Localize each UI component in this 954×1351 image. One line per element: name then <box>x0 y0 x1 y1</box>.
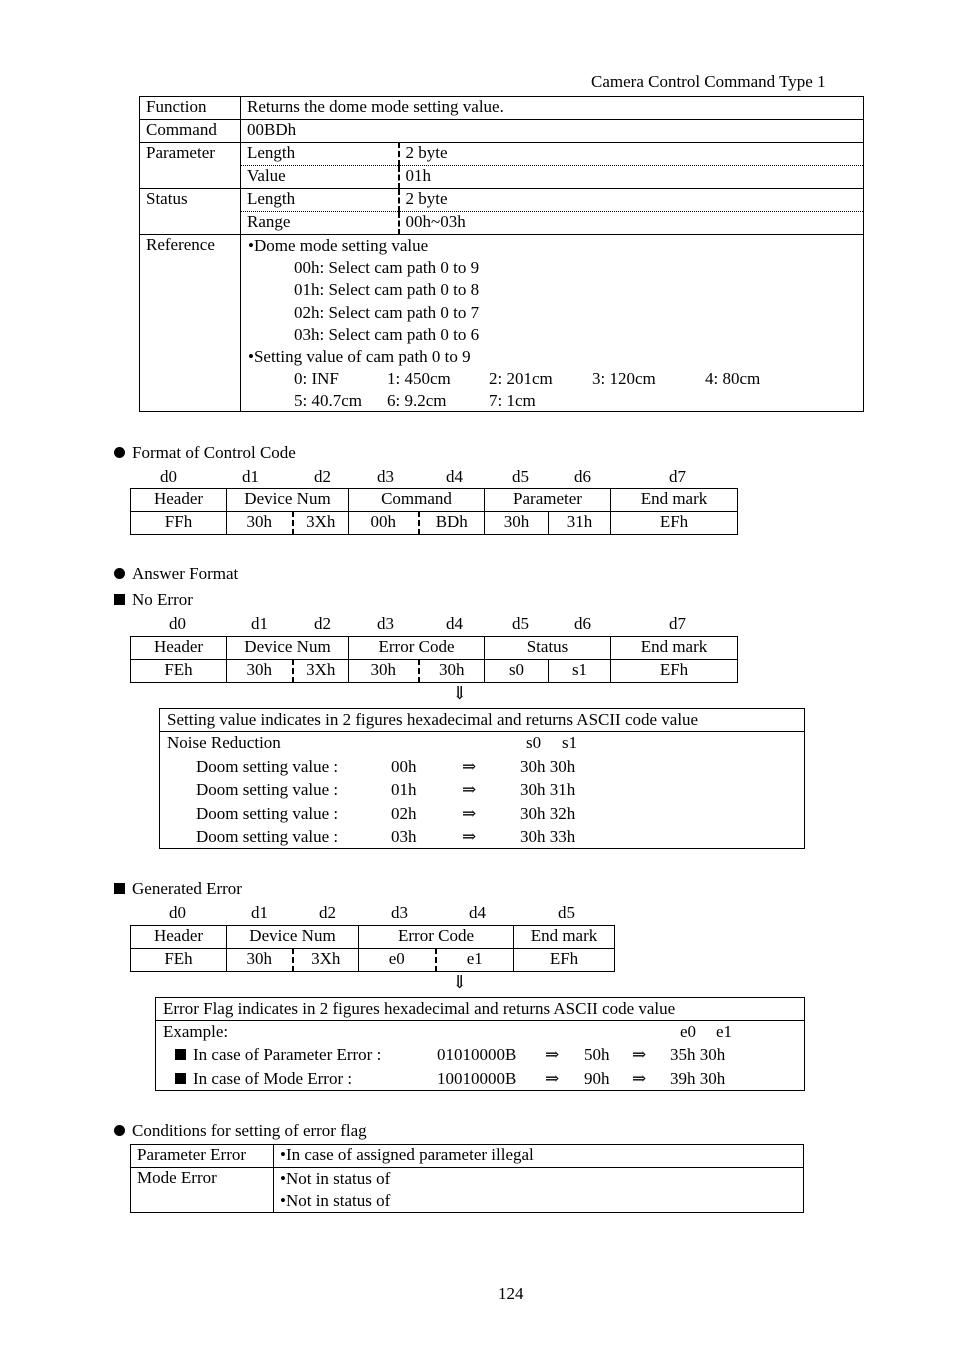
value-cell: 31h <box>549 512 611 535</box>
table-row <box>131 1168 804 1213</box>
square-bullet-icon <box>175 1049 186 1060</box>
setting-row-value: 02h <box>391 804 417 823</box>
generated-error-title <box>114 879 242 899</box>
value-cell: e1 <box>436 949 514 972</box>
value-cell: FEh <box>131 949 227 972</box>
error-example-row <box>175 1045 381 1065</box>
header-cell: Header <box>131 489 227 512</box>
param-value-value: 01h <box>399 166 864 189</box>
error-flag-box-header: Error Flag indicates in 2 figures hexadecimal and returns ASCII code value <box>156 998 804 1021</box>
value-cell: EFh <box>514 949 615 972</box>
d-label: d5 <box>558 903 575 922</box>
header-cell: Header <box>131 926 227 949</box>
cam-path-value: 7: 1cm <box>489 391 536 411</box>
table-row <box>131 637 738 660</box>
table-row <box>131 660 738 683</box>
d-label: d4 <box>446 467 463 486</box>
parameter-value-row <box>140 166 864 189</box>
value-cell: 30h <box>485 512 549 535</box>
d-label: d5 <box>512 467 529 486</box>
section-title-text: Answer Format <box>132 564 239 583</box>
value-cell: s1 <box>549 660 611 683</box>
header-cell: End mark <box>514 926 615 949</box>
mode-error-line: •Not in status of <box>280 1169 391 1188</box>
table-row <box>131 489 738 512</box>
d-label: d3 <box>377 467 394 486</box>
conditions-table <box>130 1144 804 1213</box>
right-arrow-icon: ⇒ <box>545 1045 560 1064</box>
header-cell: End mark <box>611 637 738 660</box>
right-arrow-icon: ⇒ <box>632 1069 647 1088</box>
s1-label: s1 <box>562 733 578 752</box>
d-label: d7 <box>669 614 686 633</box>
param-value-label: Value <box>241 166 399 189</box>
e0-label: e0 <box>680 1022 697 1041</box>
setting-row-label: Doom setting value : <box>196 757 339 776</box>
answer-no-error-table <box>130 636 738 683</box>
setting-row-label: Doom setting value : <box>196 827 339 846</box>
d-label: d7 <box>669 467 686 486</box>
right-arrow-icon: ⇒ <box>462 804 477 823</box>
error-example-row <box>175 1069 352 1089</box>
d-label: d6 <box>574 467 591 486</box>
value-cell: s0 <box>485 660 549 683</box>
example-label: Example: <box>163 1022 229 1041</box>
status-label: Status <box>140 189 241 235</box>
cam-path-value: 3: 120cm <box>592 369 656 389</box>
value-cell: FEh <box>131 660 227 683</box>
reference-line: •Setting value of cam path 0 to 9 <box>248 347 471 367</box>
error-binary: 10010000B <box>437 1069 517 1088</box>
setting-row-result: 30h 31h <box>520 780 576 799</box>
setting-row-result: 30h 30h <box>520 757 576 776</box>
d-label: d3 <box>377 614 394 633</box>
status-length-label: Length <box>241 189 399 212</box>
reference-label: Reference <box>140 235 241 412</box>
value-cell: 30h <box>349 660 419 683</box>
error-ascii: 39h 30h <box>670 1069 726 1088</box>
reference-row <box>140 235 864 412</box>
command-spec-table <box>139 96 864 412</box>
cam-path-row <box>248 368 761 390</box>
noise-reduction-label: Noise Reduction <box>167 733 281 752</box>
bullet-icon <box>114 568 125 579</box>
command-label: Command <box>140 120 241 143</box>
value-cell: e0 <box>359 949 436 972</box>
error-hex: 90h <box>584 1069 610 1088</box>
d-label: d4 <box>469 903 486 922</box>
right-arrow-icon: ⇒ <box>462 780 477 799</box>
e1-label: e1 <box>716 1022 733 1041</box>
right-arrow-icon: ⇒ <box>632 1045 647 1064</box>
d-label: d2 <box>319 903 336 922</box>
status-range-value: 00h~03h <box>399 212 864 235</box>
d-label: d0 <box>169 614 186 633</box>
d-label: d1 <box>251 614 268 633</box>
setting-row-label: Doom setting value : <box>196 780 339 799</box>
d-label: d4 <box>446 614 463 633</box>
header-cell: Device Num <box>227 926 359 949</box>
status-length-value: 2 byte <box>399 189 864 212</box>
error-flag-box <box>155 997 805 1091</box>
value-cell: EFh <box>611 660 738 683</box>
error-hex: 50h <box>584 1045 610 1064</box>
parameter-length-row <box>140 143 864 166</box>
square-bullet-icon <box>175 1073 186 1084</box>
mode-error-line: •Not in status of <box>280 1191 391 1210</box>
setting-value-box-header: Setting value indicates in 2 figures hexadecimal and returns ASCII code value <box>160 709 804 732</box>
generated-error-table <box>130 925 615 972</box>
header-cell: Device Num <box>227 489 349 512</box>
down-arrow-icon: ⇓ <box>452 972 468 992</box>
setting-row-value: 01h <box>391 780 417 799</box>
header-cell: End mark <box>611 489 738 512</box>
setting-row-value: 00h <box>391 757 417 776</box>
value-cell: FFh <box>131 512 227 535</box>
header-cell: Error Code <box>349 637 485 660</box>
cam-path-row <box>248 390 536 412</box>
reference-line: •Dome mode setting value <box>248 236 429 255</box>
value-cell: 30h <box>227 660 293 683</box>
control-code-table <box>130 488 738 535</box>
conditions-section-title <box>114 1121 367 1141</box>
function-label: Function <box>140 97 241 120</box>
square-bullet-icon <box>114 883 125 894</box>
mode-error-label: Mode Error <box>131 1168 274 1213</box>
param-length-label: Length <box>241 143 399 166</box>
reference-content <box>241 235 864 412</box>
section-title-text: Conditions for setting of error flag <box>132 1121 367 1140</box>
setting-row-value: 03h <box>391 827 417 846</box>
param-length-value: 2 byte <box>399 143 864 166</box>
value-cell: 30h <box>227 949 293 972</box>
parameter-label: Parameter <box>140 143 241 189</box>
header-cell: Device Num <box>227 637 349 660</box>
document-header: Camera Control Command Type 1 <box>591 72 826 91</box>
right-arrow-icon: ⇒ <box>462 757 477 776</box>
d-label: d1 <box>242 467 259 486</box>
param-error-text: •In case of assigned parameter illegal <box>274 1145 804 1168</box>
d-label: d3 <box>391 903 408 922</box>
error-binary: 01010000B <box>437 1045 517 1064</box>
setting-row-result: 30h 32h <box>520 804 576 823</box>
table-row <box>131 949 615 972</box>
error-ascii: 35h 30h <box>670 1045 726 1064</box>
d-label: d0 <box>160 467 177 486</box>
setting-row-result: 30h 33h <box>520 827 576 846</box>
header-cell: Parameter <box>485 489 611 512</box>
header-cell: Status <box>485 637 611 660</box>
control-code-section-title <box>114 443 296 463</box>
status-length-row <box>140 189 864 212</box>
d-label: d2 <box>314 614 331 633</box>
value-cell: BDh <box>419 512 485 535</box>
value-cell: 00h <box>349 512 419 535</box>
reference-mode: 00h: Select cam path 0 to 9 <box>294 258 480 278</box>
value-cell: EFh <box>611 512 738 535</box>
command-value: 00BDh <box>241 120 864 143</box>
value-cell: 3Xh <box>293 660 349 683</box>
error-example-label: In case of Mode Error : <box>193 1069 353 1088</box>
function-row <box>140 97 864 120</box>
reference-mode: 02h: Select cam path 0 to 7 <box>294 302 480 322</box>
table-row <box>131 926 615 949</box>
section-title-text: Format of Control Code <box>132 443 296 462</box>
value-cell: 3Xh <box>293 949 359 972</box>
header-cell: Command <box>349 489 485 512</box>
reference-mode: 01h: Select cam path 0 to 8 <box>294 280 480 300</box>
command-row <box>140 120 864 143</box>
s0-label: s0 <box>526 733 542 752</box>
header-cell: Error Code <box>359 926 514 949</box>
cam-path-value: 1: 450cm <box>387 369 451 389</box>
param-error-label: Parameter Error <box>131 1145 274 1168</box>
function-value: Returns the dome mode setting value. <box>241 97 864 120</box>
status-range-label: Range <box>241 212 399 235</box>
status-range-row <box>140 212 864 235</box>
subsection-title-text: No Error <box>132 590 193 609</box>
setting-value-box <box>159 708 805 849</box>
setting-row-label: Doom setting value : <box>196 804 339 823</box>
d-label: d1 <box>251 903 268 922</box>
cam-path-value: 2: 201cm <box>489 369 553 389</box>
down-arrow-icon: ⇓ <box>452 683 468 703</box>
value-cell: 30h <box>419 660 485 683</box>
d-label: d6 <box>574 614 591 633</box>
subsection-title-text: Generated Error <box>132 879 242 898</box>
answer-section-title <box>114 564 238 584</box>
bullet-icon <box>114 447 125 458</box>
table-row <box>131 512 738 535</box>
d-label: d0 <box>169 903 186 922</box>
bullet-icon <box>114 1125 125 1136</box>
cam-path-value: 6: 9.2cm <box>387 391 447 411</box>
cam-path-value: 4: 80cm <box>705 369 761 389</box>
value-cell: 3Xh <box>293 512 349 535</box>
page-number: 124 <box>498 1284 524 1303</box>
cam-path-value: 5: 40.7cm <box>294 391 362 411</box>
right-arrow-icon: ⇒ <box>545 1069 560 1088</box>
d-label: d5 <box>512 614 529 633</box>
header-cell: Header <box>131 637 227 660</box>
d-label: d2 <box>314 467 331 486</box>
no-error-title <box>114 590 193 610</box>
square-bullet-icon <box>114 594 125 605</box>
reference-mode: 03h: Select cam path 0 to 6 <box>294 324 480 344</box>
table-row <box>131 1145 804 1168</box>
mode-error-text <box>274 1168 804 1213</box>
right-arrow-icon: ⇒ <box>462 827 477 846</box>
cam-path-value: 0: INF <box>294 369 339 389</box>
value-cell: 30h <box>227 512 293 535</box>
error-example-label: In case of Parameter Error : <box>193 1045 382 1064</box>
